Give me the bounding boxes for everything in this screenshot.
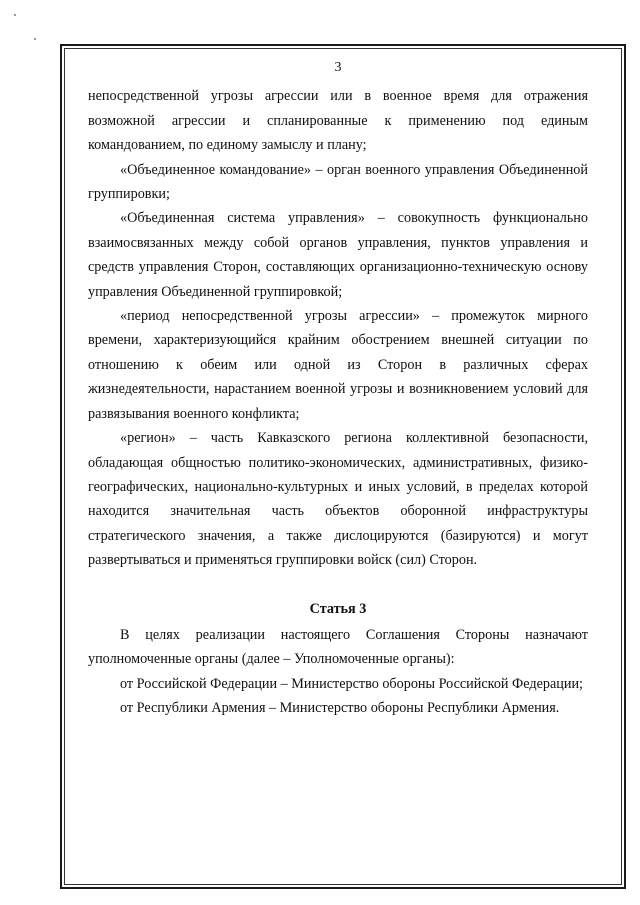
definition-threat-period: «период непосредственной угрозы агрессии» – промежуток мирного времени, характеризующийся крайним обострением внешней ситуации по отношению к обеим или одной из Сторон в различных сферах жизнедеятельности, нарастанием военной угрозы и возникновением условий для развязывания военного конфликта; <box>88 308 588 422</box>
definition-joint-control-system: «Объединенная система управления» – совокупность функционально взаимосвязанных между собой органов управления, пунктов управления и средств управления Сторон, составляющих организационно-техническую основу управления Объединенной группировкой; <box>88 210 588 300</box>
document-body <box>88 56 588 721</box>
definition-region: «регион» – часть Кавказского региона коллективной безопасности, обладающая общностью политико-экономических, административных, физико-географических, национально-культурных и иных условий, в пределах которой находится значительная часть объектов оборонной инфраструктуры стратегического значения, а также дислоцируются (базируются) и могут развертываться и применяться группировки войск (сил) Сторон. <box>88 430 588 569</box>
article-paragraph: В целях реализации настоящего Соглашения Стороны назначают уполномоченные органы (далее – Уполномоченные органы): <box>88 626 588 668</box>
scan-speck <box>34 38 36 40</box>
scan-speck <box>14 14 16 16</box>
article-heading: Статья 3 <box>309 600 367 617</box>
page-number: 3 <box>334 60 342 75</box>
definition-joint-command: «Объединенное командование» – орган военного управления Объединенной группировки; <box>88 161 588 203</box>
paragraph-continuation: непосредственной угрозы агрессии или в военное время для отражения возможной агрессии и спланированные к применению под единым командованием, по единому замыслу и плану; <box>88 88 588 154</box>
article-paragraph: от Российской Федерации – Министерство обороны Российской Федерации; <box>120 675 584 692</box>
article-paragraph: от Республики Армения – Министерство обороны Республики Армения. <box>120 700 560 717</box>
